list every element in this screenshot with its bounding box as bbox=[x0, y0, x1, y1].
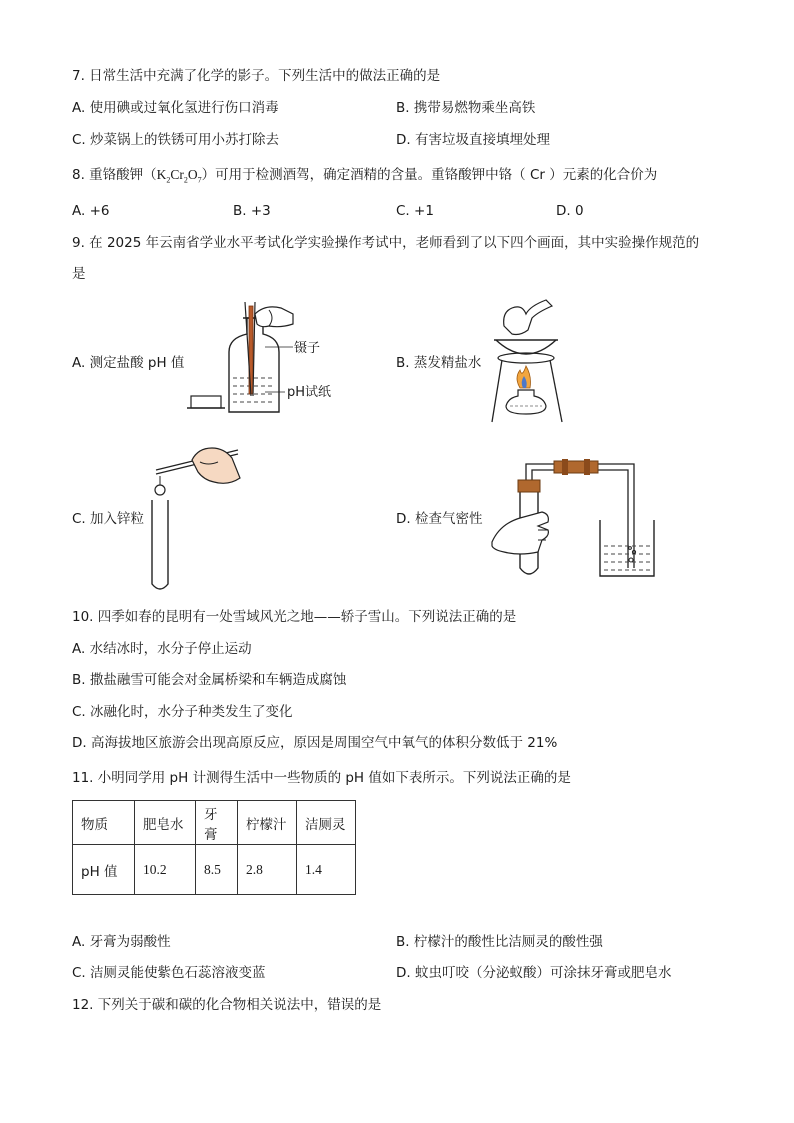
q8-option-a: A. +6 bbox=[72, 203, 110, 219]
q9-stem-line2: 是 bbox=[72, 266, 86, 282]
table-cell: 1.4 bbox=[297, 845, 356, 895]
table-row bbox=[73, 845, 356, 895]
table-header-cell: 物质 bbox=[73, 801, 135, 845]
formula-o: O bbox=[187, 167, 198, 182]
q8-option-b: B. +3 bbox=[233, 203, 271, 219]
q7-option-d: D. 有害垃圾直接填埋处理 bbox=[396, 132, 550, 148]
table-header-cell: 牙膏 bbox=[196, 801, 238, 845]
q7-stem: 7. 日常生活中充满了化学的影子。下列生活中的做法正确的是 bbox=[72, 68, 441, 84]
formula-cr-sub: 2 bbox=[183, 175, 188, 185]
table-header-cell: 柠檬汁 bbox=[238, 801, 297, 845]
airtightness-figure bbox=[490, 456, 660, 582]
q11-option-b: B. 柠檬汁的酸性比洁厕灵的酸性强 bbox=[396, 934, 603, 950]
formula-k-sub: 2 bbox=[166, 175, 171, 185]
formula-o-sub: 7 bbox=[197, 175, 202, 185]
q8-stem bbox=[72, 166, 657, 190]
q7-option-c: C. 炒菜锅上的铁锈可用小苏打除去 bbox=[72, 132, 280, 148]
q8-stem-start: 8. 重铬酸钾（ bbox=[72, 167, 157, 183]
formula-k: K bbox=[156, 167, 167, 182]
q8-option-c: C. +1 bbox=[396, 203, 434, 219]
table-cell: 10.2 bbox=[135, 845, 196, 895]
formula-cr: Cr bbox=[170, 167, 184, 182]
q9-option-b: B. 蒸发精盐水 bbox=[396, 355, 482, 371]
q12-stem: 12. 下列关于碳和碳的化合物相关说法中，错误的是 bbox=[72, 997, 382, 1013]
q9-option-c: C. 加入锌粒 bbox=[72, 511, 145, 527]
q8-stem-end: ）可用于检测酒驾，确定酒精的含量。重铬酸钾中铬（ Cr ）元素的化合价为 bbox=[201, 167, 658, 183]
ph-table bbox=[72, 800, 356, 895]
q8-option-d: D. 0 bbox=[556, 203, 584, 219]
q9-option-a: A. 测定盐酸 pH 值 bbox=[72, 355, 185, 371]
q11-option-a: A. 牙膏为弱酸性 bbox=[72, 934, 171, 950]
table-cell: 8.5 bbox=[196, 845, 238, 895]
table-cell: pH 值 bbox=[73, 845, 135, 895]
q10-option-c: C. 冰融化时，水分子种类发生了变化 bbox=[72, 704, 293, 720]
q11-option-d: D. 蚊虫叮咬（分泌蚁酸）可涂抹牙膏或肥皂水 bbox=[396, 965, 672, 981]
label-tweezers: 镊子 bbox=[294, 341, 321, 356]
q7-option-a: A. 使用碘或过氧化氢进行伤口消毒 bbox=[72, 100, 279, 116]
evaporation-figure bbox=[490, 296, 570, 426]
table-header-row bbox=[73, 801, 356, 845]
q10-option-a: A. 水结冰时，水分子停止运动 bbox=[72, 641, 252, 657]
q10-option-d: D. 高海拔地区旅游会出现高原反应，原因是周围空气中氧气的体积分数低于 21% bbox=[72, 735, 558, 751]
q8-formula bbox=[156, 167, 202, 185]
table-cell: 2.8 bbox=[238, 845, 297, 895]
table-header-cell: 肥皂水 bbox=[135, 801, 196, 845]
q9-option-d: D. 检查气密性 bbox=[396, 511, 483, 527]
q10-stem: 10. 四季如春的昆明有一处雪域风光之地——轿子雪山。下列说法正确的是 bbox=[72, 609, 517, 625]
table-header-cell: 洁厕灵 bbox=[297, 801, 356, 845]
q11-stem: 11. 小明同学用 pH 计测得生活中一些物质的 pH 值如下表所示。下列说法正确的是 bbox=[72, 770, 571, 786]
q11-option-c: C. 洁厕灵能使紫色石蕊溶液变蓝 bbox=[72, 965, 266, 981]
label-ph-paper: pH试纸 bbox=[287, 385, 332, 400]
q9-stem-line1: 9. 在 2025 年云南省学业水平考试化学实验操作考试中，老师看到了以下四个画面，其中实验操作规范的 bbox=[72, 235, 700, 251]
add-zinc-figure bbox=[148, 438, 248, 596]
q10-option-b: B. 撒盐融雪可能会对金属桥梁和车辆造成腐蚀 bbox=[72, 672, 347, 688]
q7-option-b: B. 携带易燃物乘坐高铁 bbox=[396, 100, 536, 116]
